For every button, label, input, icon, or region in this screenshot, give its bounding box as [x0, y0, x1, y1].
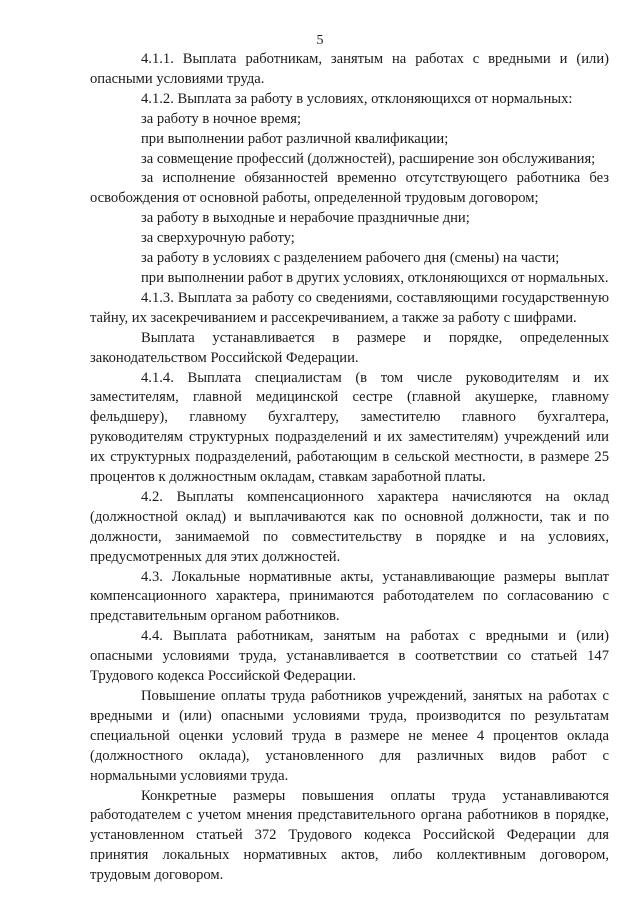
list-item-other-conditions: при выполнении работ в других условиях, отклоняющихся от нормальных. — [141, 269, 609, 286]
paragraph-specific-amounts: Конкретные размеры повышения оплаты труда устанавливаются работодателем с учетом мнения представительного органа работников в порядке, установленном статьей 372 Трудового кодекса Российской Федерации для принятия локальных нормативных актов, либо коллективным договором, трудовым договором. — [90, 787, 609, 884]
paragraph-4-3: 4.3. Локальные нормативные акты, устанавливающие размеры выплат компенсационного характера, принимаются работодателем по согласованию с представительным органом работников. — [90, 568, 609, 625]
paragraph-4-1-2: 4.1.2. Выплата за работу в условиях, отклоняющихся от нормальных: — [141, 90, 573, 107]
document-body — [90, 50, 609, 886]
list-item-combined-professions: за совмещение профессий (должностей), расширение зон обслуживания; — [141, 150, 596, 167]
paragraph-secret-payment: Выплата устанавливается в размере и порядке, определенных законодательством Российской Федерации. — [90, 329, 609, 366]
paragraph-4-1-1: 4.1.1. Выплата работникам, занятым на работах с вредными и (или) опасными условиями труда. — [90, 51, 609, 87]
paragraph-pay-increase: Повышение оплаты труда работников учреждений, занятых на работах с вредными и (или) опасными условиями труда, производится по результатам специальной оценки условий труда в размере не менее 4 процентов оклада (должностного оклада), установленного для различных видов работ с нормальными условиями труда. — [90, 688, 609, 784]
list-item-night-work: за работу в ночное время; — [141, 110, 302, 127]
page-number: 5 — [316, 33, 324, 48]
list-item-absent-worker: за исполнение обязанностей временно отсутствующего работника без освобождения от основной работы, определенной трудовым договором; — [90, 170, 609, 207]
list-item-overtime: за сверхурочную работу; — [141, 230, 295, 247]
list-item-split-shift: за работу в условиях с разделением рабочего дня (смены) на части; — [141, 250, 560, 267]
paragraph-4-1-3: 4.1.3. Выплата за работу со сведениями, составляющими государственную тайну, их засекречиванием и рассекречиванием, а также за работу с шифрами. — [90, 289, 609, 326]
list-item-qualification: при выполнении работ различной квалификации; — [141, 130, 449, 147]
paragraph-4-2: 4.2. Выплаты компенсационного характера начисляются на оклад (должностной оклад) и выплачиваются как по основной должности, так и по должности, занимаемой по совместительству в порядке и на условиях, предусмотренных для этих должностей. — [90, 488, 609, 565]
paragraph-4-4: 4.4. Выплата работникам, занятым на работах с вредными и (или) опасными условиями труда, устанавливается в соответствии со статьей 147 Трудового кодекса Российской Федерации. — [90, 628, 609, 685]
paragraph-4-1-4: 4.1.4. Выплата специалистам (в том числе руководителям и их заместителям, главной медицинской сестре (главной акушерке, главному фельдшеру), главному бухгалтеру, заместителю главного бухгалтера, руководителям структурных подразделений и их заместителям) учреждений или их структурных подразделений, работающим в сельской местности, в размере 25 процентов к должностным окладам, ставкам заработной платы. — [90, 369, 609, 486]
list-item-holidays: за работу в выходные и нерабочие праздничные дни; — [141, 210, 470, 227]
